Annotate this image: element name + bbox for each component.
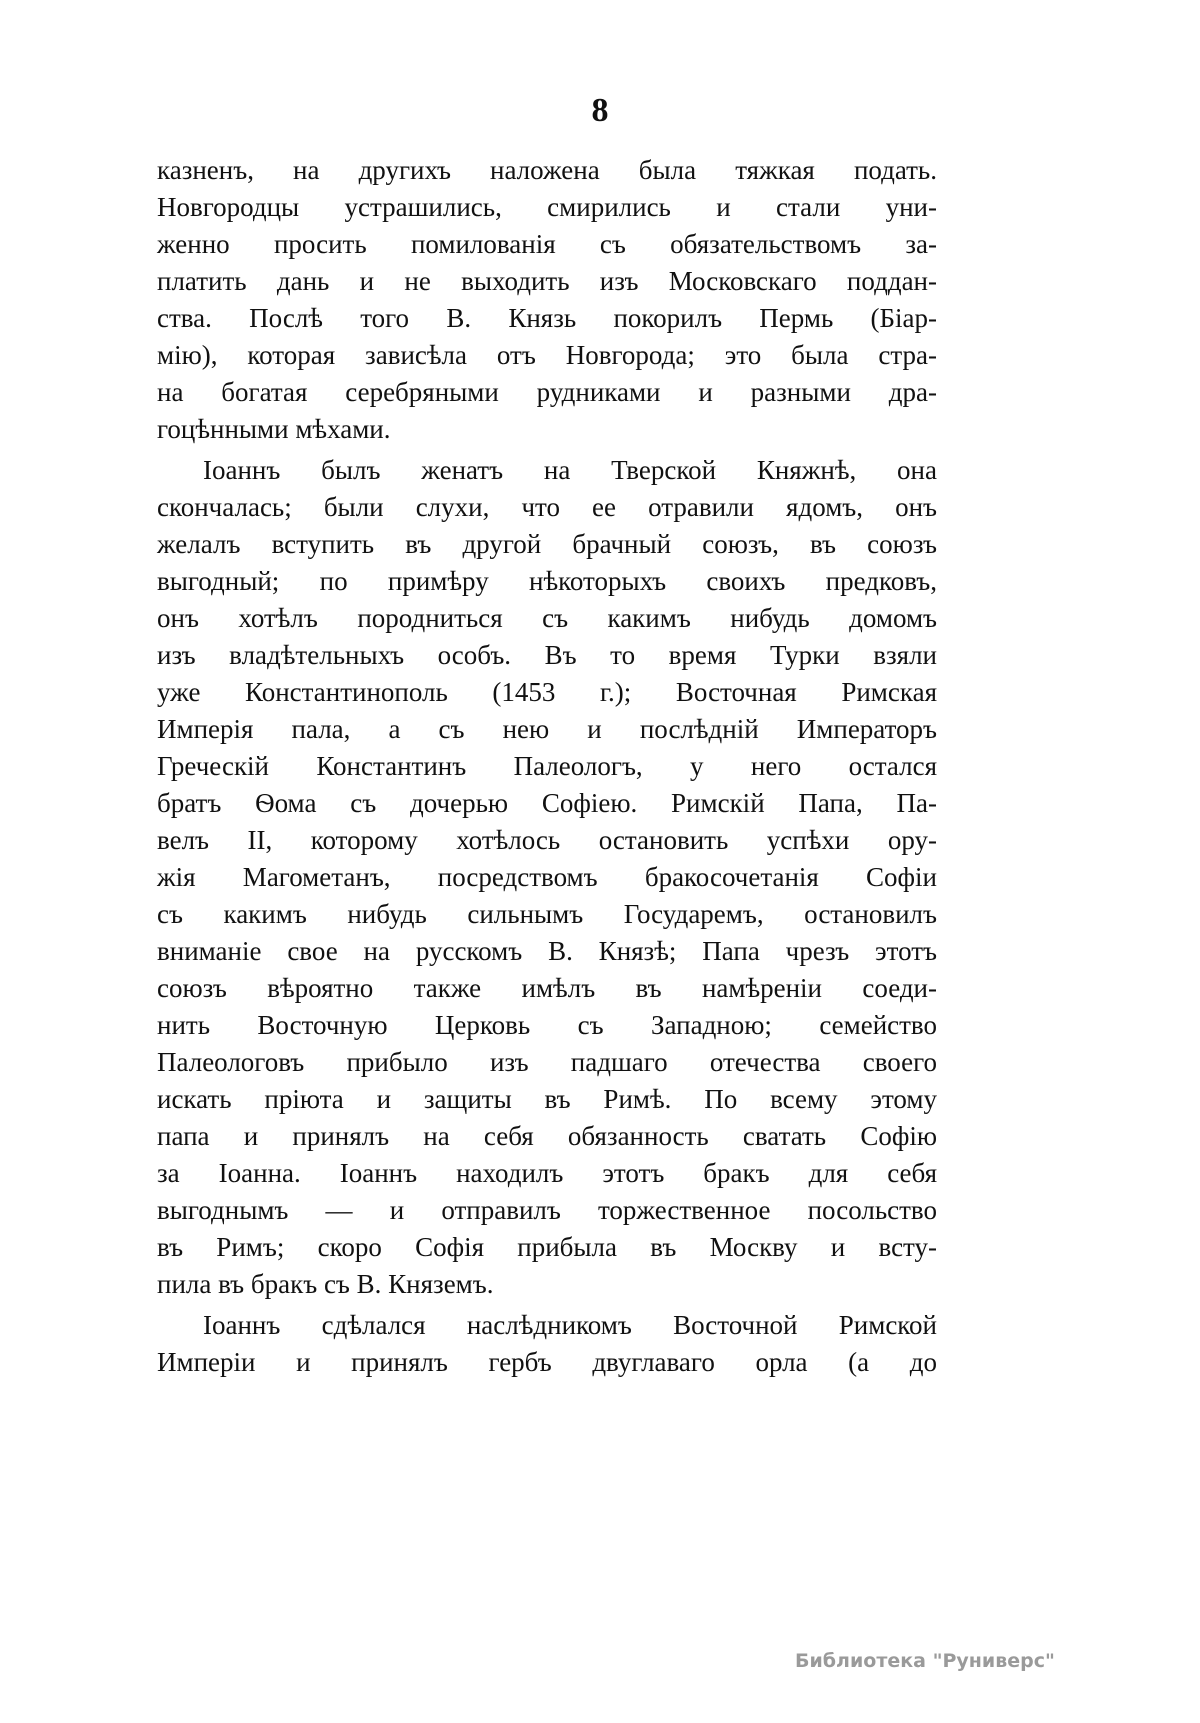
text-line: братъ Ѳома съ дочерью Софіею. Римскій Папа, Па- (157, 788, 937, 818)
library-watermark: Библиотека "Руниверс" (795, 1650, 1055, 1672)
text-line: съ какимъ нибудь сильнымъ Государемъ, остановилъ (157, 899, 937, 929)
text-line: платить дань и не выходить изъ Московскаго поддан- (157, 266, 937, 296)
text-line: Имперіи и принялъ гербъ двуглаваго орла (а до (157, 1347, 937, 1377)
text-line: женно просить помилованія съ обязательствомъ за- (157, 229, 937, 259)
text-line: выгодный; по примѣру нѣкоторыхъ своихъ предковъ, (157, 566, 937, 596)
body-text (157, 152, 937, 1381)
text-line: папа и принялъ на себя обязанность сватать Софію (157, 1121, 937, 1151)
text-line: скончалась; были слухи, что ее отравили ядомъ, онъ (157, 492, 937, 522)
paragraph (157, 452, 937, 1303)
text-line: выгоднымъ — и отправилъ торжественное посольство (157, 1195, 937, 1225)
text-line: союзъ вѣроятно также имѣлъ въ намѣреніи соеди- (157, 973, 937, 1003)
text-line: желалъ вступить въ другой брачный союзъ, въ союзъ (157, 529, 937, 559)
text-line: мію), которая зависѣла отъ Новгорода; это была стра- (157, 340, 937, 370)
text-line: велъ II, которому хотѣлось остановить успѣхи ору- (157, 825, 937, 855)
text-line: Имперія пала, а съ нею и послѣдній Императоръ (157, 714, 937, 744)
text-line: ства. Послѣ того В. Князь покорилъ Пермь (Біар- (157, 303, 937, 333)
text-line: уже Константинополь (1453 г.); Восточная Римская (157, 677, 937, 707)
page-number: 8 (591, 92, 609, 129)
text-line: на богатая серебряными рудниками и разными дра- (157, 377, 937, 407)
text-line: Новгородцы устрашились, смирились и стали уни- (157, 192, 937, 222)
text-line: въ Римъ; скоро Софія прибыла въ Москву и всту- (157, 1232, 937, 1262)
text-line: искать пріюта и защиты въ Римѣ. По всему этому (157, 1084, 937, 1114)
text-line: Палеологовъ прибыло изъ падшаго отечества своего (157, 1047, 937, 1077)
text-line: онъ хотѣлъ породниться съ какимъ нибудь домомъ (157, 603, 937, 633)
text-line: жія Магометанъ, посредствомъ бракосочетанія Софіи (157, 862, 937, 892)
paragraph (157, 1307, 937, 1381)
text-line: пила въ бракъ съ В. Княземъ. (157, 1269, 494, 1299)
text-line: Греческій Константинъ Палеологъ, у него остался (157, 751, 937, 781)
text-line: за Іоанна. Іоаннъ находилъ этотъ бракъ для себя (157, 1158, 937, 1188)
text-line: нить Восточную Церковь съ Западною; семейство (157, 1010, 937, 1040)
text-line: казненъ, на другихъ наложена была тяжкая подать. (157, 155, 937, 185)
text-line: гоцѣнными мѣхами. (157, 414, 391, 444)
text-line: Іоаннъ былъ женатъ на Тверской Княжнѣ, она (203, 455, 937, 485)
text-line: вниманіе свое на русскомъ В. Князѣ; Папа чрезъ этотъ (157, 936, 937, 966)
paragraph (157, 152, 937, 448)
text-line: Іоаннъ сдѣлался наслѣдникомъ Восточной Римской (203, 1310, 937, 1340)
text-line: изъ владѣтельныхъ особъ. Въ то время Турки взяли (157, 640, 937, 670)
